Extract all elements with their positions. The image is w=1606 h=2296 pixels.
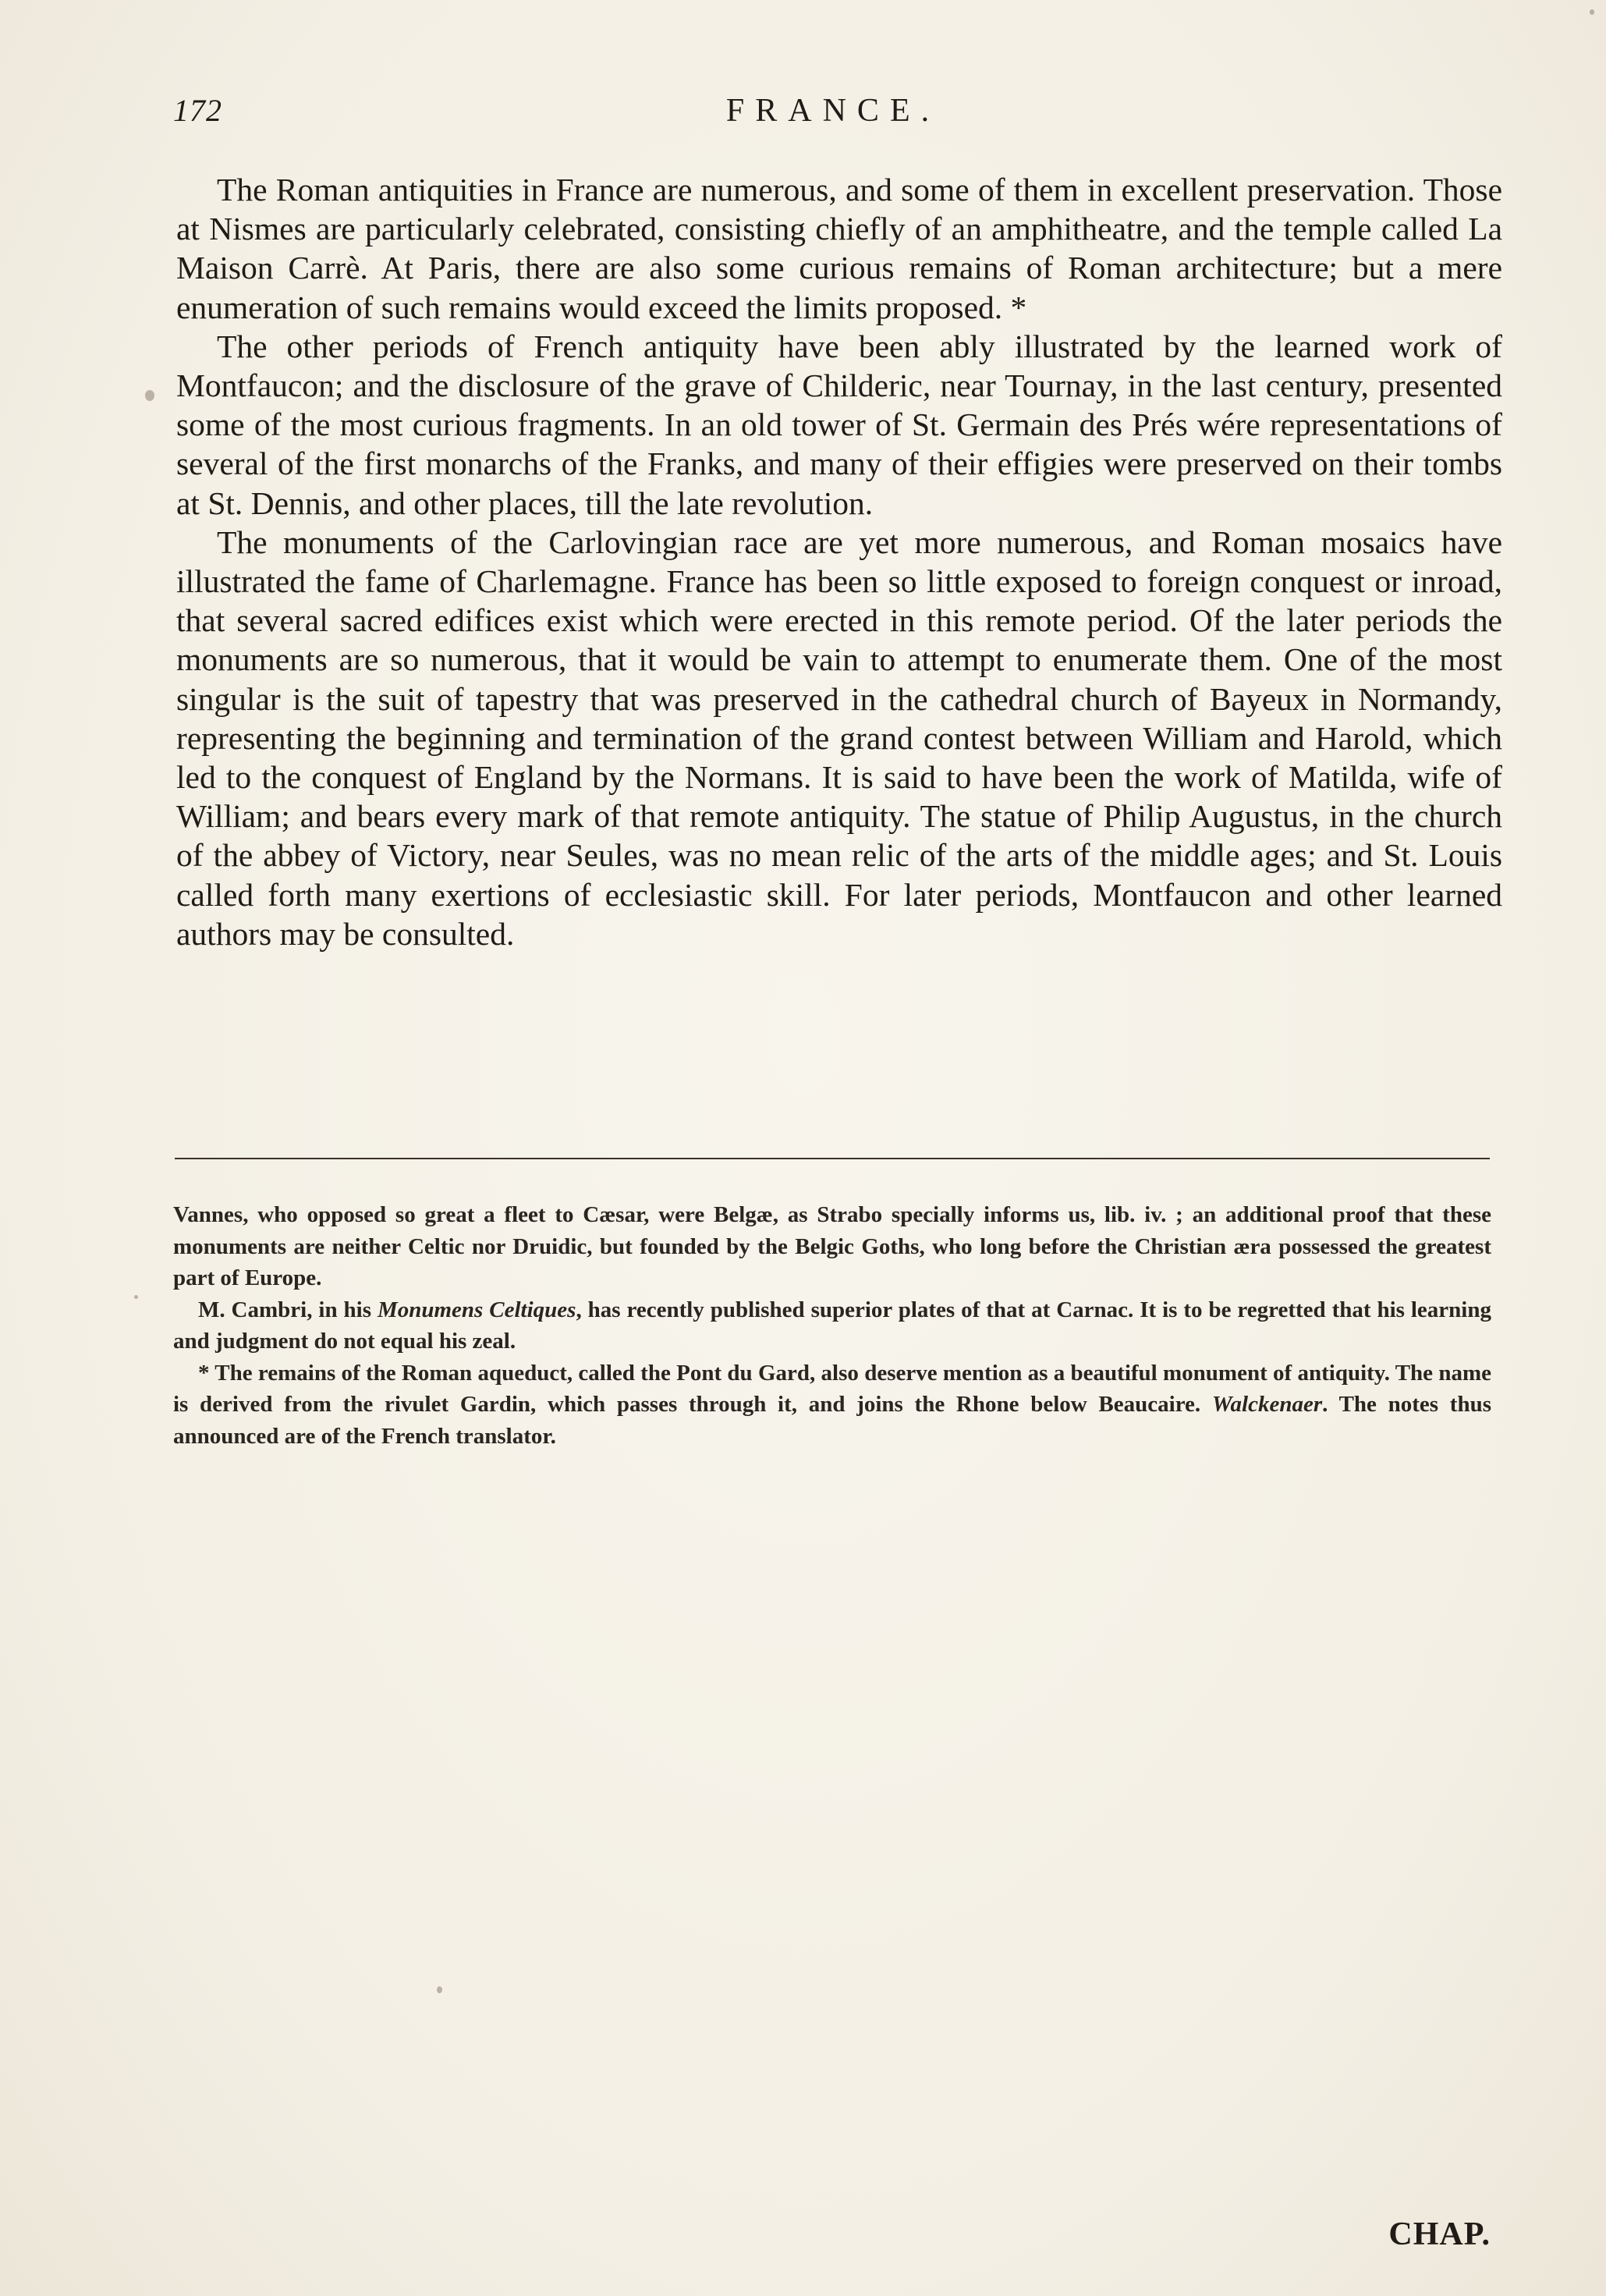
paragraph-french-antiquity: The other periods of French antiquity have been ably illustrated by the learned work of Montfaucon; and the disclosure of the grave of Childeric, near Tournay, in the last century, presented some of the most curious fragments. In an old tower of St. Germain des Prés wére representations of several of the first monarchs of the Franks, and many of their effigies were preserved on their tombs at St. Dennis, and other places, till the late revolution. <box>176 328 1502 521</box>
footnote-pont-du-gard-text-end: . The notes thus announced are of the French translator. <box>173 1392 1492 1449</box>
footnote-cambri-title: Monumens Celtiques <box>377 1297 576 1322</box>
page-number: 172 <box>173 93 222 128</box>
footnote-vannes: Vannes, who opposed so great a fleet to Cæsar, were Belgæ, as Strabo specially informs us, lib. iv. ; an additional proof that these monuments are neither Celtic nor Druidic, but founded by the Belgic Goths, who long before the Christian æra possessed the greatest part of Europe. <box>173 1202 1491 1290</box>
paper-speck <box>134 1295 138 1299</box>
catchword: CHAP. <box>1388 2216 1491 2252</box>
paper-speck <box>1590 9 1594 15</box>
main-text <box>176 170 1502 953</box>
page-header <box>173 92 1493 139</box>
footnotes <box>173 1199 1491 1452</box>
paper-speck <box>145 390 154 401</box>
footnote-rule <box>175 1158 1490 1159</box>
paragraph-carlovingian-monuments: The monuments of the Carlovingian race are yet more numerous, and Roman mosaics have illustrated the fame of Charlemagne. France has been so little exposed to foreign conquest or inroad, that several sacred edifices exist which were erected in this remote period. Of the later periods the monuments are so numerous, that it would be vain to attempt to enumerate them. One of the most singular is the suit of tapestry that was preserved in the cathedral church of Bayeux in Normandy, representing the beginning and termination of the grand contest between William and Harold, which led to the conquest of England by the Normans. It is said to have been the work of Matilda, wife of William; and bears every mark of that remote antiquity. The statue of Philip Augustus, in the church of the abbey of Victory, near Seules, was no mean relic of the arts of the middle ages; and St. Louis called forth many exertions of ecclesiastic skill. For later periods, Montfaucon and other learned authors may be consulted. <box>176 523 1502 952</box>
footnote-pont-du-gard-text: * The remains of the Roman aqueduct, called the Pont du Gard, also deserve mention as a beautiful monument of antiquity. The name is derived from the rivulet Gardin, which passes through it, and joins the Rhone below Beaucaire. <box>173 1360 1491 1417</box>
footnote-cambri-text: M. Cambri, in his <box>198 1297 378 1322</box>
paper-speck <box>437 1986 442 1993</box>
footnote-cambri <box>173 1294 1491 1357</box>
footnote-pont-du-gard <box>173 1357 1491 1453</box>
footnote-author: Walckenaer <box>1211 1392 1323 1417</box>
footnote-cambri-text-end: , has recently published superior plates of that at Carnac. It is to be regretted that his learning and judgment do not equal his zeal. <box>173 1297 1491 1354</box>
paragraph-roman-antiquities: The Roman antiquities in France are numerous, and some of them in excellent preservation. Those at Nismes are particularly celebrated, consisting chiefly of an amphitheatre, and the temple called La Maison Carrè. At Paris, there are also some curious remains of Roman architecture; but a mere enumeration of such remains would exceed the limits proposed. * <box>176 172 1502 325</box>
running-head: FRANCE. <box>725 93 941 129</box>
